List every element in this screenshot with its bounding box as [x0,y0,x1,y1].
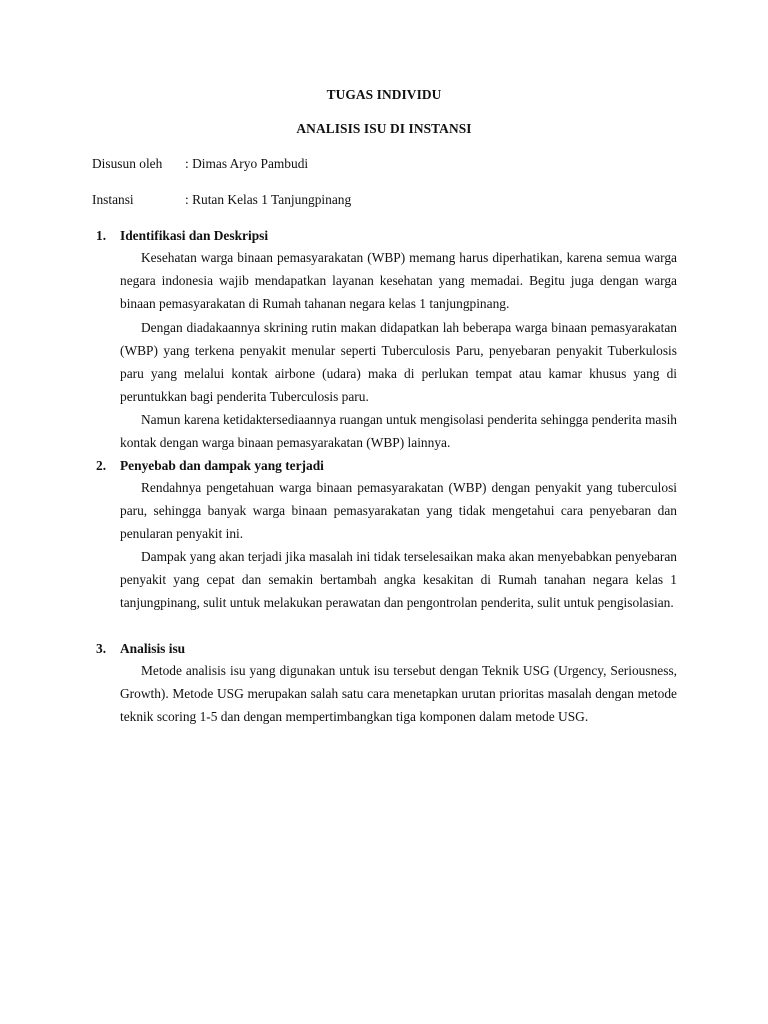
paragraph: Rendahnya pengetahuan warga binaan pemasyarakatan (WBP) dengan penyakit yang tuberculosi paru, sehingga banyak warga binaan pemasyarakatan yang tidak mengetahui cara penyebaran dan penularan penyakit ini. [120,480,677,541]
section-number: 2. [96,458,107,473]
institution-value: : Rutan Kelas 1 Tanjungpinang [185,192,352,207]
document-subtitle: ANALISIS ISU DI INSTANSI [296,121,472,136]
section-heading-analisis [96,641,185,657]
paragraph: Kesehatan warga binaan pemasyarakatan (WBP) memang harus diperhatikan, karena semua warga negara indonesia wajib mendapatkan layanan kesehatan yang memadai. Begitu juga dengan warga binaan pemasyarakatan di Rumah tahanan negara kelas 1 tanjungpinang. [120,250,677,311]
section-heading-identifikasi [96,228,268,244]
document-title: TUGAS INDIVIDU [326,87,442,102]
author-label: Disusun oleh [92,156,163,171]
section-heading-text: Identifikasi dan Deskripsi [120,228,269,243]
author-row [92,156,308,172]
institution-row [92,192,351,208]
section-number: 3. [96,641,107,656]
section-heading-text: Penyebab dan dampak yang terjadi [120,458,324,473]
paragraph: Namun karena ketidaktersediaannya ruangan untuk mengisolasi penderita sehingga penderita masih kontak dengan warga binaan pemasyarakatan (WBP) lainnya. [120,412,677,450]
paragraph: Dengan diadakaannya skrining rutin makan didapatkan lah beberapa warga binaan pemasyarakatan (WBP) yang terkena penyakit menular seperti Tuberculosis Paru, penyebaran penyakit Tuberkulosis paru yang melalui kontak airbone (udara) maka di perlukan tempat atau kamar khusus yang di peruntukkan bagi penderita Tuberculosis paru. [120,320,677,404]
section-heading-penyebab [96,458,324,474]
paragraph: Dampak yang akan terjadi jika masalah ini tidak terselesaikan maka akan menyebabkan penyebaran penyakit yang cepat dan semakin bertambah angka kesakitan di Rumah tanahan negara kelas 1 tanjungpinang, sulit untuk melakukan perawatan dan pengontrolan penderita, sulit untuk pengisolasian. [120,549,677,610]
section-heading-text: Analisis isu [120,641,186,656]
paragraph: Metode analisis isu yang digunakan untuk isu tersebut dengan Teknik USG (Urgency, Seriousness, Growth). Metode USG merupakan salah satu cara menetapkan urutan prioritas masalah dengan metode teknik scoring 1-5 dan dengan mempertimbangkan tiga komponen dalam metode USG. [120,663,677,724]
author-value: : Dimas Aryo Pambudi [185,156,309,171]
institution-label: Instansi [92,192,134,207]
section-number: 1. [96,228,107,243]
